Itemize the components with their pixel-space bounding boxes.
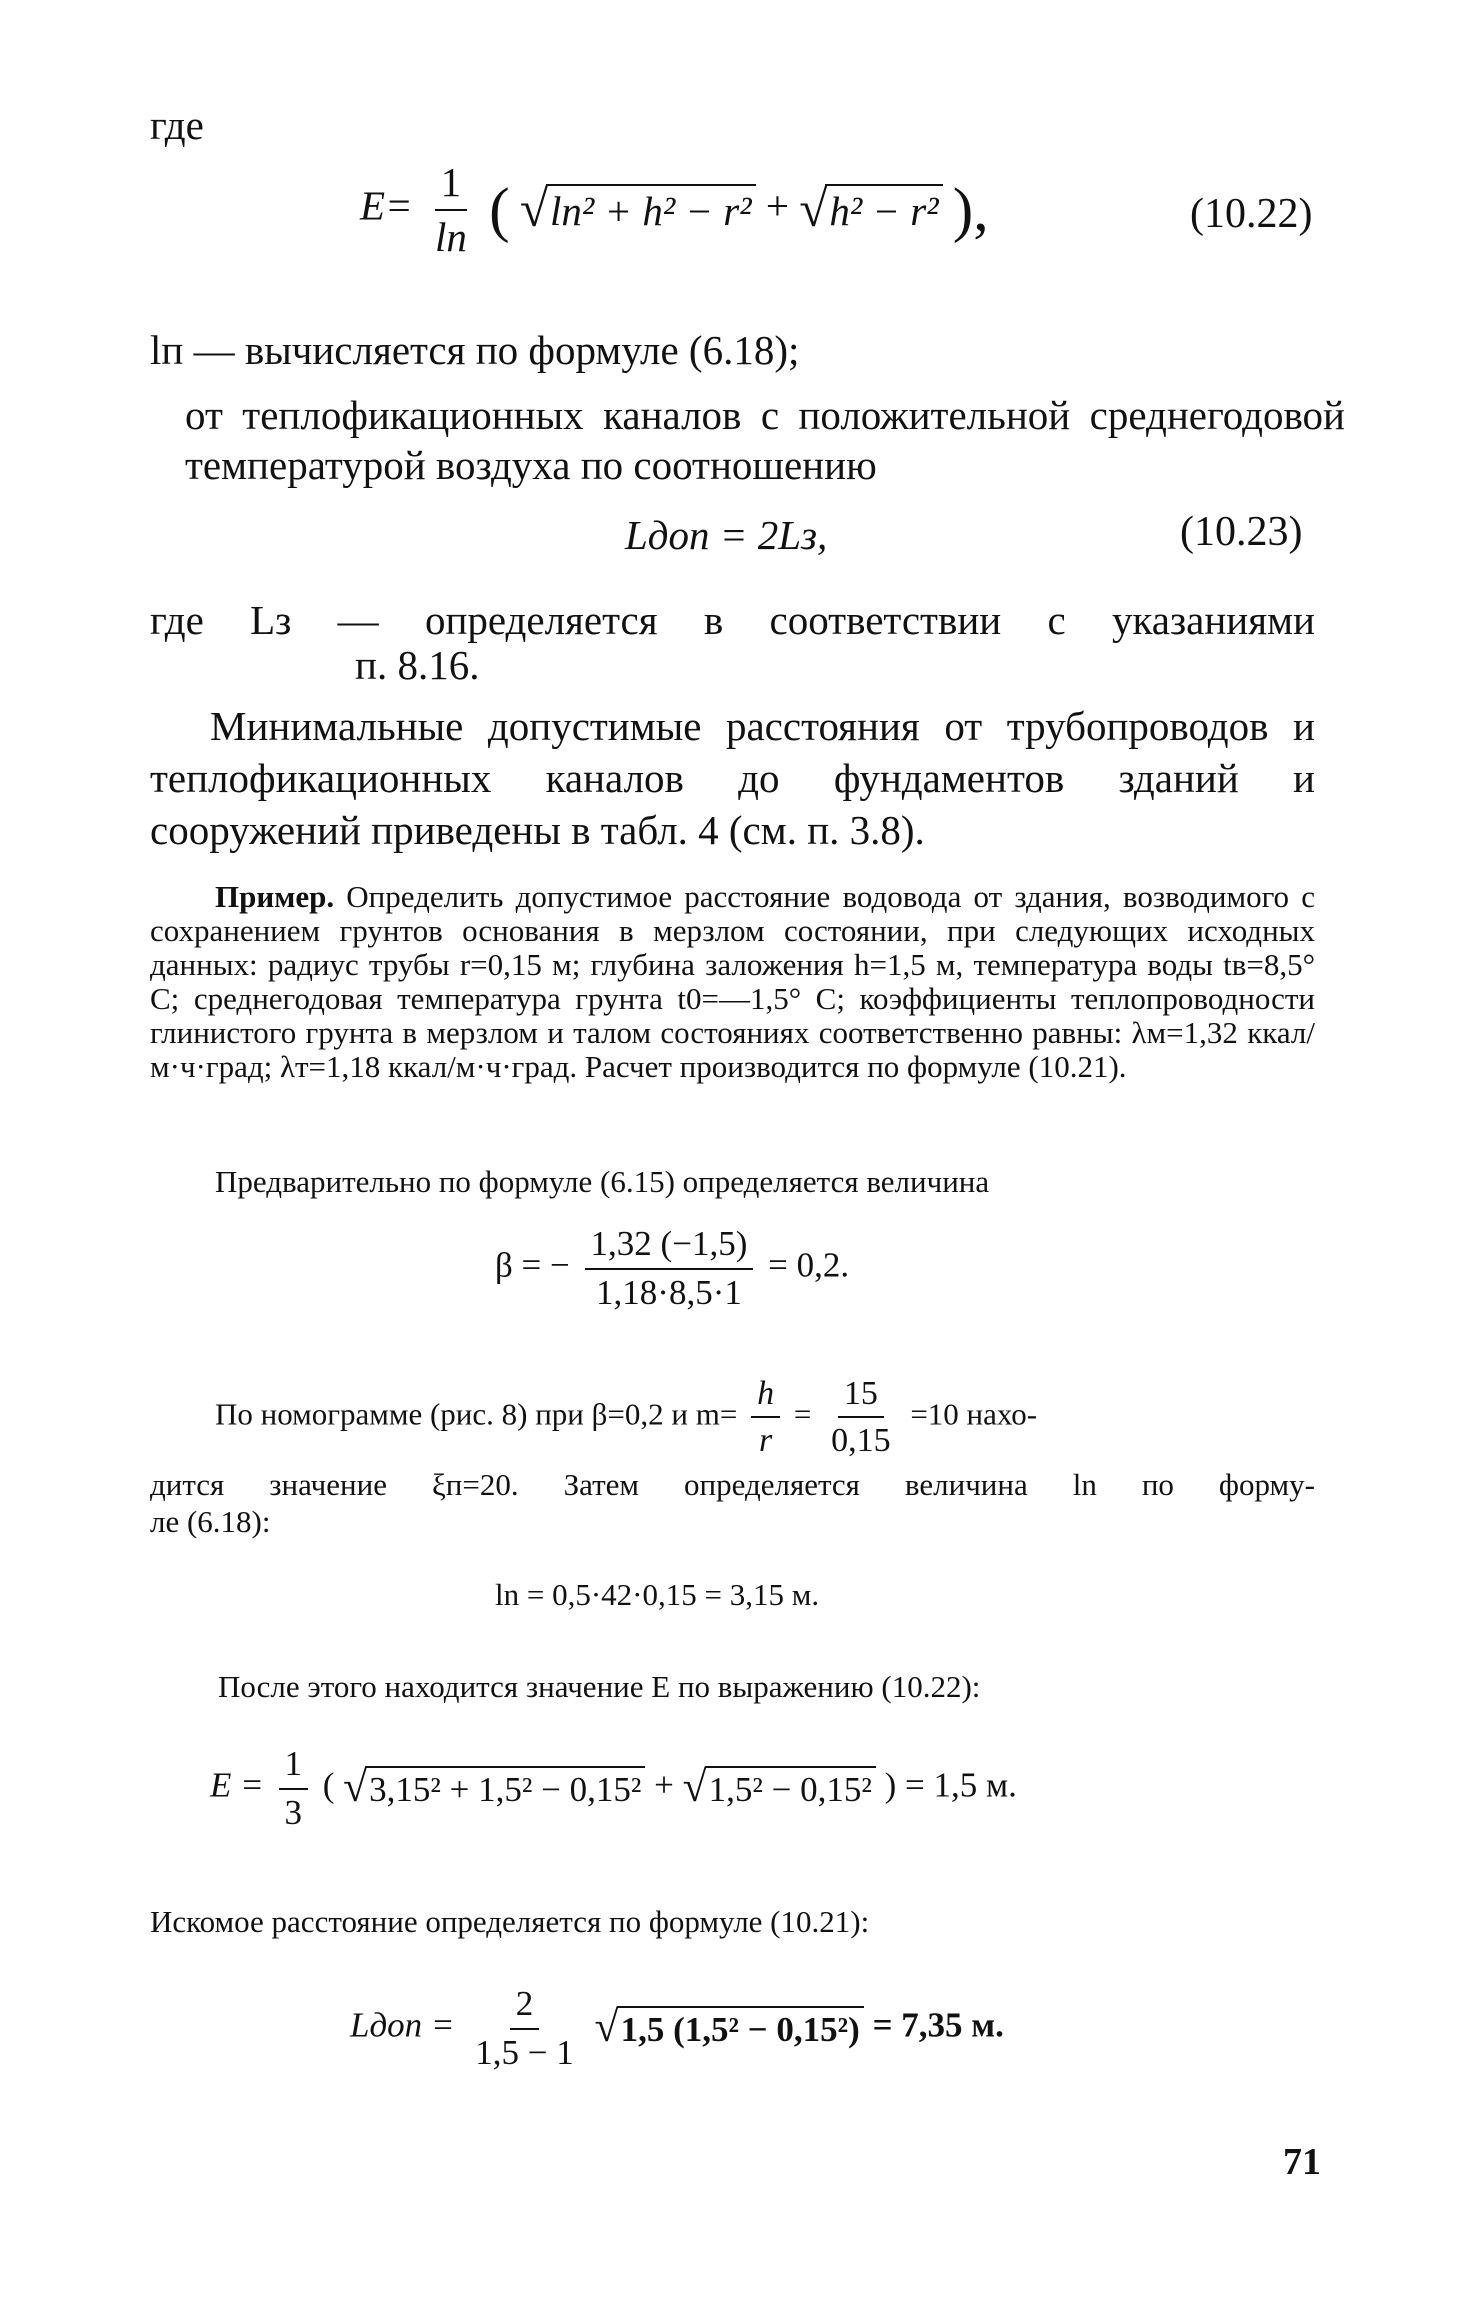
after-text: После этого находится значение E по выражению (10.22): <box>218 1669 981 1704</box>
min-distances-paragraph <box>150 700 1315 856</box>
preliminary-text: Предварительно по формуле (6.15) определяется величина <box>215 1164 990 1199</box>
sought-text: Искомое расстояние определяется по формуле (10.21): <box>150 1904 870 1939</box>
example-text: Определить допустимое расстояние водовода от здания, возводимого с сохранением грунтов основания в мерзлом состоянии, при следующих исходных данных: радиус трубы r=0,15 м; глубина заложения h=1,5 м, температура воды tв=8,5° С; среднегодовая температура грунта t0=—1,5° С; коэффициенты теплопроводности глинистого грунта в мерзлом и талом состояниях соответственно равны: λм=1,32 ккал/м·ч·град; λт=1,18 ккал/м·ч·град. Расчет производится по формуле (10.21). <box>150 879 1315 1084</box>
radicand-1: lп² + h² − r² <box>546 184 756 235</box>
page-number: 71 <box>1283 2141 1321 2183</box>
l-sqrt: √ 1,5 (1,5² − 0,15²) <box>595 2006 864 2050</box>
close-paren: ), <box>952 176 989 245</box>
e-equation <box>210 1745 1017 1832</box>
15-over-015 <box>825 1375 897 1460</box>
beta-fraction <box>585 1225 754 1312</box>
fraction-numerator-15: 15 <box>838 1375 884 1418</box>
coef-denominator: lп <box>434 214 467 261</box>
l-fraction <box>469 1985 580 2072</box>
nomogram-line3: ле (6.18): <box>150 1504 271 1539</box>
e-lhs: E = <box>210 1765 264 1805</box>
channels-paragraph <box>185 390 1345 490</box>
e-close-paren: ) <box>884 1765 897 1805</box>
open-paren: ( <box>489 176 510 245</box>
nomogram-line2: дится значение ξп=20. Затем определяется величина ln по форму- <box>150 1467 1315 1502</box>
fraction-denominator-015: 0,15 <box>831 1422 891 1460</box>
e-radicand-2: 1,5² − 0,15² <box>705 1766 876 1810</box>
channels-text: от теплофикационных каналов с положительной среднегодовой температурой воздуха по соотношению <box>185 392 1345 488</box>
r-denominator: r <box>758 1422 773 1460</box>
beta-equation <box>495 1225 849 1312</box>
where-label-1: где <box>150 102 204 148</box>
l-denominator: 1,5 − 1 <box>475 2032 574 2072</box>
l-numerator: 2 <box>510 1985 540 2030</box>
beta-numerator: 1,32 (−1,5) <box>585 1225 754 1270</box>
e-open-paren: ( <box>322 1765 335 1805</box>
e-coef-numerator: 1 <box>279 1745 309 1790</box>
example-paragraph <box>150 880 1315 1084</box>
ln-equation: ln = 0,5·42·0,15 = 3,15 м. <box>495 1577 820 1612</box>
equation-10-23: Lдоп = 2Lз, <box>625 512 828 558</box>
equation-10-22 <box>360 160 989 260</box>
nomogram-line1 <box>215 1375 1037 1460</box>
lz-definition-line2: п. 8.16. <box>355 642 480 688</box>
eq-lhs: E= <box>360 182 413 229</box>
nomogram-eq: = <box>793 1396 812 1432</box>
l-equation <box>350 1985 1004 2072</box>
beta-rhs: = 0,2. <box>768 1245 850 1285</box>
e-sqrt-1: √ 3,15² + 1,5² − 0,15² <box>343 1766 645 1810</box>
e-sqrt-2: √ 1,5² − 0,15² <box>683 1766 876 1810</box>
radicand-2: h² − r² <box>825 184 942 235</box>
ln-definition: lп — вычисляется по формуле (6.18); <box>150 327 800 373</box>
plus-sign: + <box>765 182 789 229</box>
h-over-r <box>751 1375 780 1460</box>
e-rhs: = 1,5 м. <box>905 1765 1017 1805</box>
l-rhs: = 7,35 м. <box>872 2005 1004 2045</box>
nomogram-after: =10 нахо- <box>910 1396 1038 1432</box>
l-radicand: 1,5 (1,5² − 0,15²) <box>617 2006 864 2050</box>
example-label: Пример. <box>215 879 335 914</box>
beta-lhs: β = − <box>495 1245 570 1285</box>
h-numerator: h <box>751 1375 780 1418</box>
eq-coefficient <box>429 160 473 260</box>
min-distances-text: Минимальные допустимые расстояния от трубопроводов и теплофикационных каналов до фундаментов зданий и сооружений приведены в табл. 4 (см. п. 3.8). <box>150 703 1315 853</box>
lz-definition-line1: где Lз — определяется в соответствии с указаниями <box>150 597 1315 643</box>
e-coefficient <box>279 1745 309 1832</box>
e-plus: + <box>654 1765 674 1805</box>
nomogram-before: По номограмме (рис. 8) при β=0,2 и m= <box>215 1396 738 1432</box>
coef-numerator: 1 <box>435 160 468 211</box>
l-lhs: Lдоп = <box>350 2005 455 2045</box>
sqrt-2: √ h² − r² <box>799 184 942 235</box>
sqrt-1: √ lп² + h² − r² <box>520 184 756 235</box>
e-radicand-1: 3,15² + 1,5² − 0,15² <box>365 1766 645 1810</box>
e-coef-denominator: 3 <box>284 1792 302 1832</box>
equation-number-10-22: (10.22) <box>1190 191 1313 237</box>
beta-denominator: 1,18·8,5·1 <box>596 1272 742 1312</box>
equation-number-10-23: (10.23) <box>1180 509 1303 555</box>
